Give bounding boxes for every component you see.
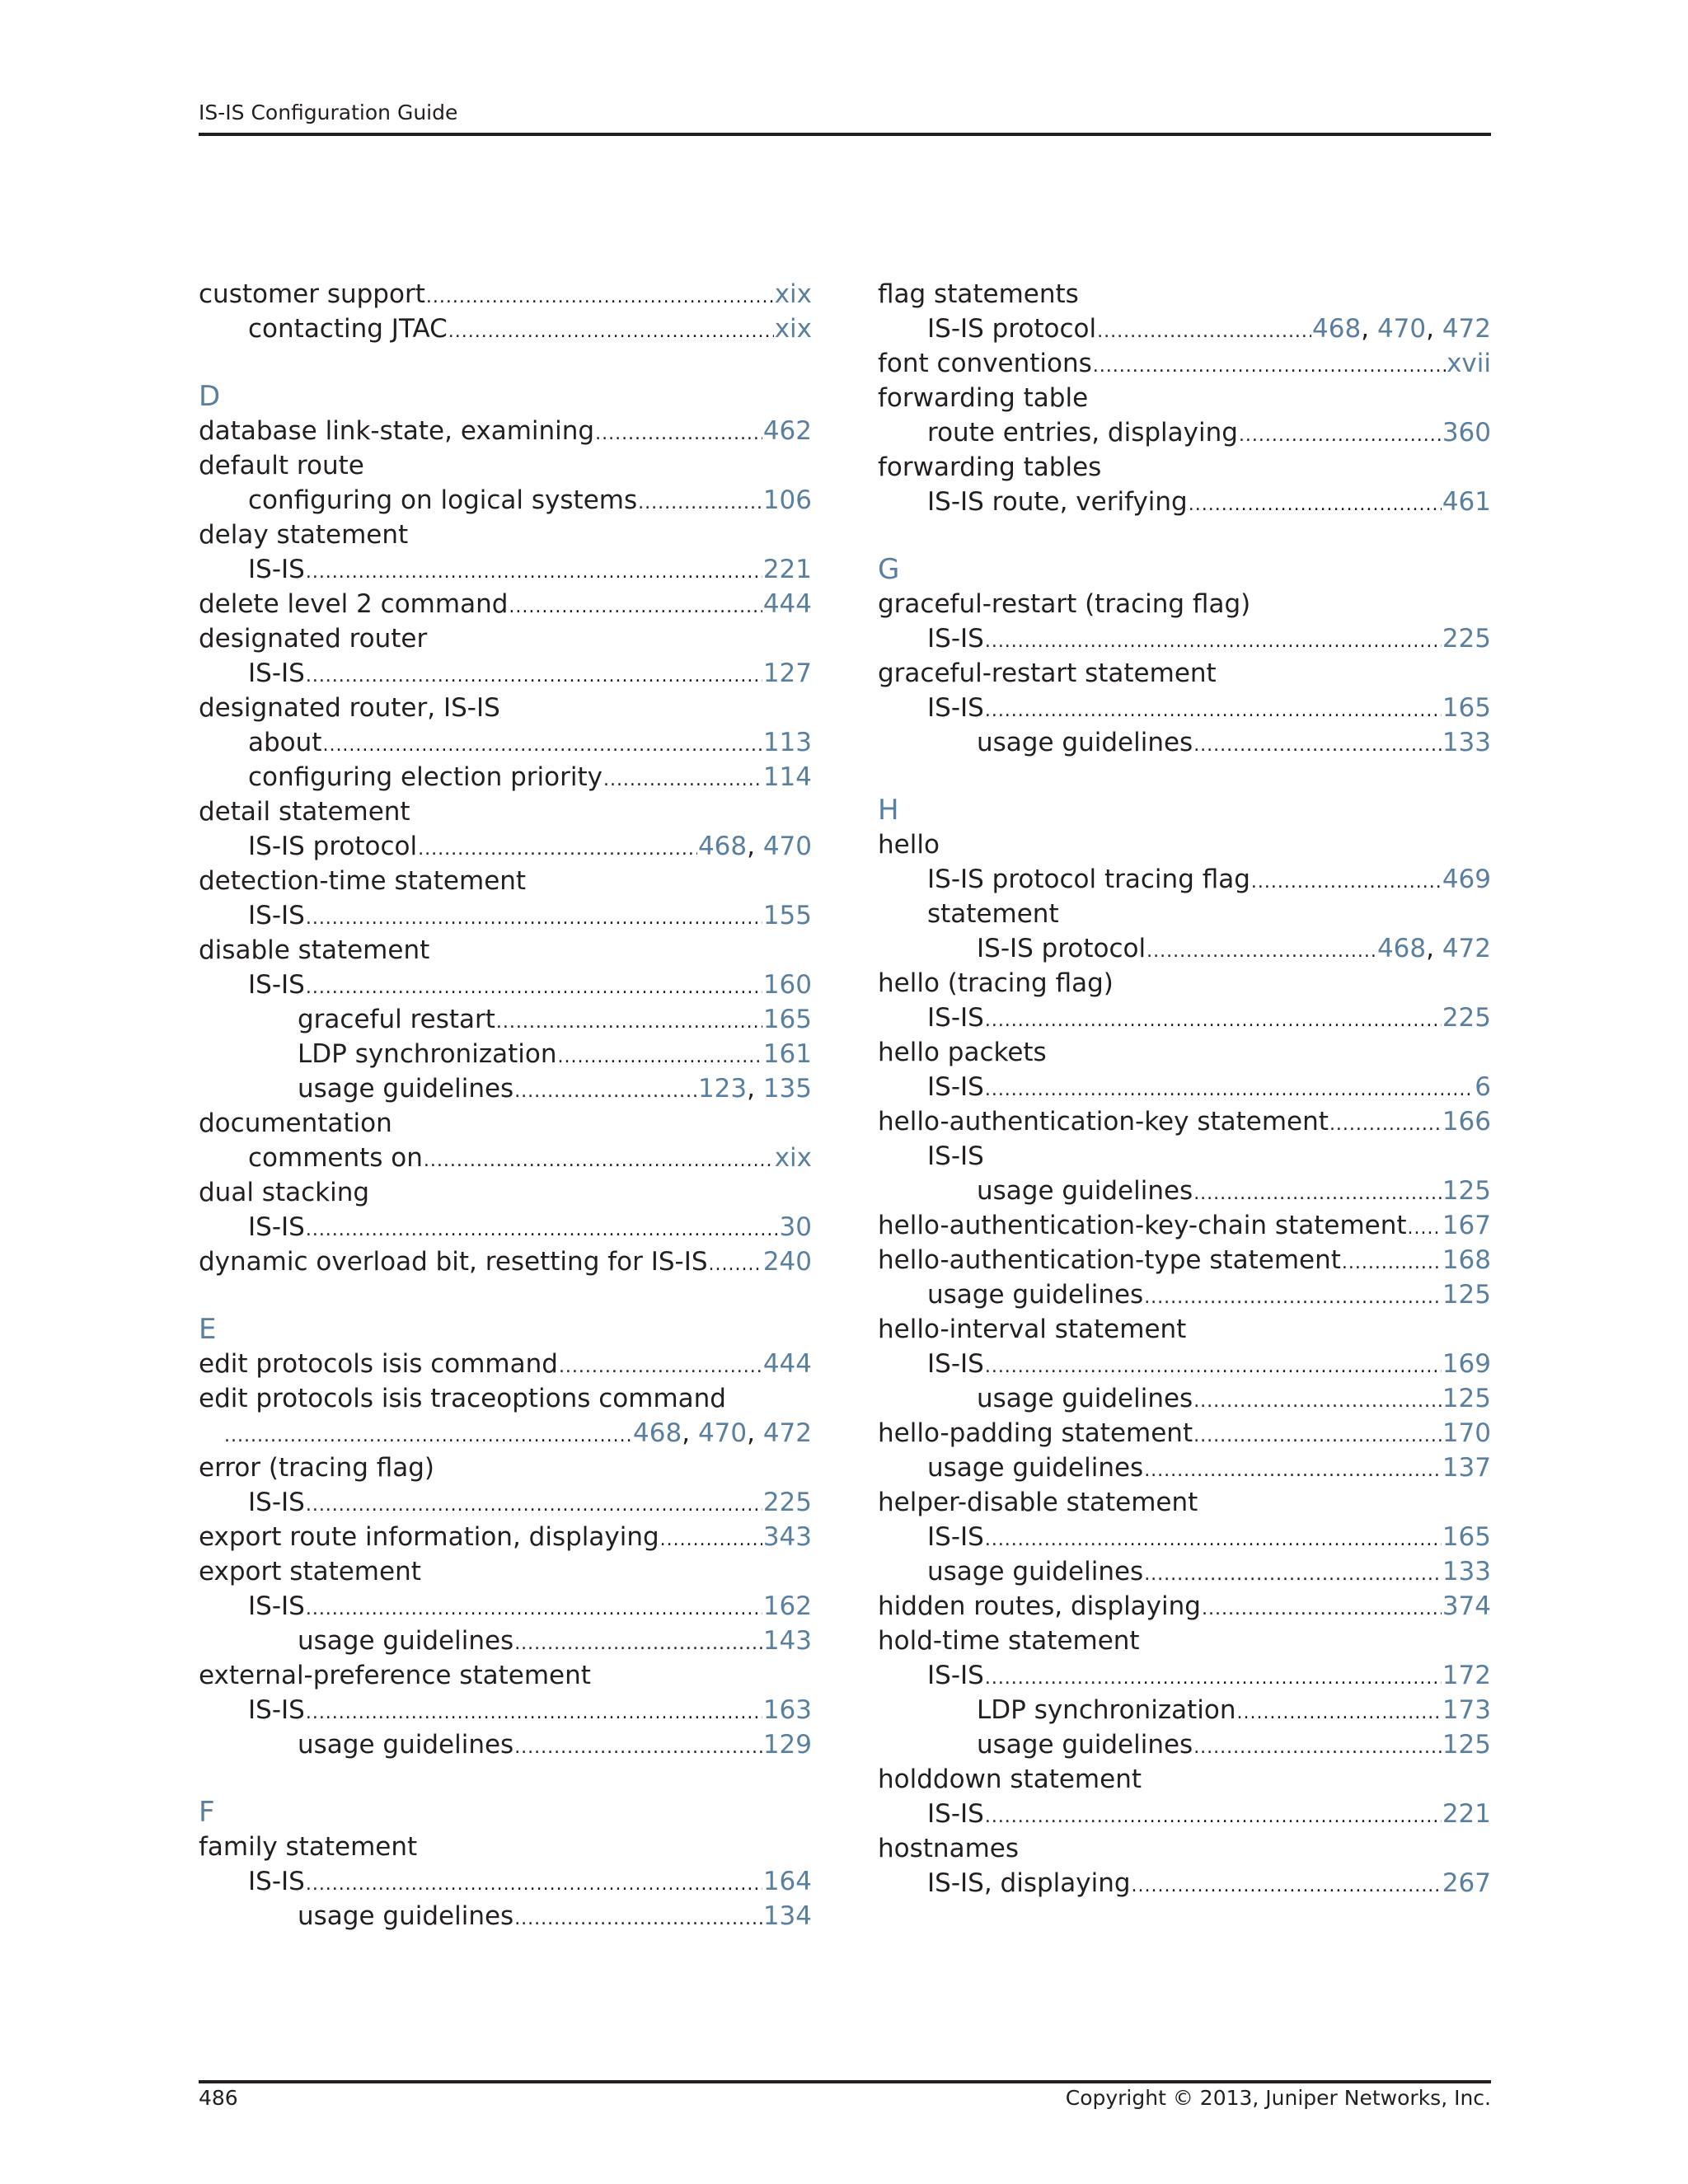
copyright-notice: Copyright © 2013, Juniper Networks, Inc. xyxy=(1065,2086,1491,2110)
dot-leader xyxy=(985,1523,1442,1558)
dot-leader xyxy=(1144,1454,1442,1488)
page-link[interactable]: 225 xyxy=(1442,1003,1491,1033)
index-subentry: statement xyxy=(927,899,1059,929)
dot-leader xyxy=(1193,1731,1442,1765)
page-links xyxy=(698,829,812,864)
entry-text: usage guidelines xyxy=(977,1384,1193,1413)
entry-text: usage guidelines xyxy=(977,1176,1193,1206)
dot-leader xyxy=(496,1005,762,1040)
page-link[interactable]: 125 xyxy=(1442,1384,1491,1413)
dot-leader xyxy=(1193,1177,1442,1212)
index-subentry xyxy=(878,1520,1491,1554)
index-entry: detail statement xyxy=(199,797,410,827)
index-entry: edit protocols isis traceoptions command xyxy=(199,1384,726,1413)
index-entry: hold-time statement xyxy=(878,1626,1140,1656)
index-subsubentry xyxy=(878,1693,1491,1727)
dot-leader xyxy=(306,1488,762,1523)
index-entry: hello (tracing flag) xyxy=(878,968,1114,998)
page-link[interactable]: 6 xyxy=(1475,1072,1491,1102)
page-link[interactable]: 143 xyxy=(762,1626,812,1656)
index-entry: export statement xyxy=(199,1557,421,1586)
dot-leader xyxy=(514,1075,697,1109)
page-link[interactable]: 129 xyxy=(762,1730,812,1760)
entry-text: usage guidelines xyxy=(927,1280,1144,1310)
entry-text: IS-IS, displaying xyxy=(927,1868,1131,1898)
footer-rule xyxy=(199,2080,1491,2083)
section-letter: F xyxy=(199,1796,215,1829)
entry-text: usage guidelines xyxy=(927,1557,1144,1586)
entry-text: IS-IS xyxy=(248,1591,305,1621)
page-link[interactable]: 165 xyxy=(762,1005,812,1034)
dot-leader xyxy=(660,1523,762,1558)
index-subentry xyxy=(199,1864,812,1899)
dot-leader xyxy=(603,763,762,798)
page-link[interactable]: 472 xyxy=(1442,934,1491,963)
index-subentry xyxy=(878,415,1491,450)
entry-text: export route information, displaying xyxy=(199,1522,659,1552)
index-subentry xyxy=(878,621,1491,656)
page-link[interactable]: 123 xyxy=(697,1074,748,1104)
entry-text: IS-IS xyxy=(927,1072,984,1102)
index-entry: hello xyxy=(878,830,940,860)
page-link[interactable]: 225 xyxy=(762,1488,812,1517)
dot-leader xyxy=(1097,315,1311,349)
dot-leader xyxy=(1251,865,1442,900)
index-entry: designated router, IS-IS xyxy=(199,693,500,723)
index-subentry xyxy=(199,760,812,794)
index-entry: error (tracing flag) xyxy=(199,1453,435,1483)
entry-text: IS-IS xyxy=(927,1522,984,1552)
index-entry: designated router xyxy=(199,624,428,654)
page-link[interactable]: 468 xyxy=(1312,314,1362,344)
dot-leader xyxy=(1093,349,1446,384)
index-subsubentry xyxy=(199,1624,812,1658)
entry-text: IS-IS xyxy=(248,901,305,930)
index-entry xyxy=(878,1416,1491,1451)
dot-leader xyxy=(1408,1212,1442,1246)
dot-leader xyxy=(985,1800,1442,1835)
page-link[interactable]: 113 xyxy=(762,728,812,757)
entry-text: IS-IS protocol xyxy=(248,832,418,861)
entry-text: usage guidelines xyxy=(298,1074,514,1104)
index-entry: dual stacking xyxy=(199,1178,370,1207)
dot-leader xyxy=(1146,935,1376,969)
page-link[interactable]: xvii xyxy=(1447,349,1491,378)
page-link[interactable]: 461 xyxy=(1442,487,1491,517)
dot-leader xyxy=(1132,1869,1442,1904)
entry-text: IS-IS xyxy=(248,1212,305,1242)
dot-leader xyxy=(1144,1558,1442,1592)
page-link[interactable]: 161 xyxy=(762,1039,812,1069)
dot-leader xyxy=(306,1213,779,1248)
entry-text: IS-IS xyxy=(248,1488,305,1517)
page-link[interactable]: 134 xyxy=(762,1901,812,1931)
dot-leader xyxy=(306,971,762,1005)
page-link[interactable]: 30 xyxy=(779,1212,812,1242)
index-subentry xyxy=(199,483,812,518)
entry-text: usage guidelines xyxy=(298,1730,514,1760)
dot-leader xyxy=(985,694,1442,729)
page-separator: , xyxy=(682,1418,698,1448)
entry-text: IS-IS xyxy=(248,555,305,584)
entry-text: configuring election priority xyxy=(248,762,603,792)
index-entry xyxy=(199,1244,812,1279)
dot-leader xyxy=(985,625,1442,659)
index-subsubentry xyxy=(199,1727,812,1762)
dot-leader xyxy=(1189,488,1442,523)
index-subentry xyxy=(878,1451,1491,1485)
dot-leader xyxy=(509,590,762,625)
index-subentry xyxy=(878,691,1491,725)
index-entry: documentation xyxy=(199,1108,392,1138)
index-subentry xyxy=(199,1141,812,1175)
dot-leader xyxy=(1202,1592,1442,1627)
index-entry xyxy=(878,1104,1491,1139)
entry-text: IS-IS xyxy=(927,693,984,723)
page-separator: , xyxy=(1426,314,1442,344)
dot-leader xyxy=(638,486,762,521)
entry-text: database link-state, examining xyxy=(199,416,595,446)
running-header: IS-IS Configuration Guide xyxy=(199,101,458,124)
index-entry: delay statement xyxy=(199,520,409,550)
page-link[interactable]: 160 xyxy=(762,970,812,1000)
section-letter: G xyxy=(878,553,900,586)
page-link[interactable]: 468 xyxy=(697,832,748,861)
dot-leader xyxy=(559,1350,762,1385)
page-link[interactable]: 462 xyxy=(762,416,812,446)
dot-leader xyxy=(1193,1385,1442,1419)
page-link[interactable]: 163 xyxy=(762,1695,812,1725)
entry-text: edit protocols isis command xyxy=(199,1349,558,1379)
index-subentry xyxy=(199,656,812,691)
page-link[interactable]: 106 xyxy=(762,485,812,515)
index-subentry xyxy=(878,312,1491,346)
entry-text: hello-padding statement xyxy=(878,1418,1193,1448)
index-subentry xyxy=(199,552,812,587)
entry-text: comments on xyxy=(248,1143,423,1173)
entry-text: IS-IS xyxy=(927,1799,984,1829)
index-subsubentry xyxy=(878,931,1491,966)
index-subentry xyxy=(878,1797,1491,1831)
page-link[interactable]: 166 xyxy=(1442,1107,1491,1137)
entry-text: IS-IS xyxy=(927,624,984,654)
index-subentry xyxy=(199,312,812,346)
dot-leader xyxy=(1342,1246,1442,1281)
index-entry xyxy=(199,277,812,312)
dot-leader xyxy=(1144,1281,1442,1315)
page-link[interactable]: 444 xyxy=(762,1349,812,1379)
index-continuation xyxy=(199,1416,812,1451)
dot-leader xyxy=(1239,419,1442,453)
entry-text: IS-IS xyxy=(248,1695,305,1725)
page-link[interactable]: 165 xyxy=(1442,1522,1491,1552)
index-entry: holddown statement xyxy=(878,1765,1142,1794)
index-subentry xyxy=(878,1866,1491,1900)
page-link[interactable]: 162 xyxy=(762,1591,812,1621)
entry-text: usage guidelines xyxy=(298,1626,514,1656)
page-link[interactable]: xix xyxy=(774,314,812,344)
page-link[interactable]: 155 xyxy=(762,901,812,930)
dot-leader xyxy=(709,1248,762,1282)
entry-text: dynamic overload bit, resetting for IS-IS xyxy=(199,1247,708,1277)
entry-text: delete level 2 command xyxy=(199,589,509,619)
index-subentry xyxy=(199,829,812,864)
page-links xyxy=(633,1416,812,1451)
page-separator: , xyxy=(747,1074,763,1104)
index-subentry xyxy=(199,725,812,760)
dot-leader xyxy=(514,1731,762,1765)
entry-text: usage guidelines xyxy=(927,1453,1144,1483)
entry-text: graceful restart xyxy=(298,1005,495,1034)
dot-leader xyxy=(426,280,774,315)
page-link[interactable]: 172 xyxy=(1442,1661,1491,1690)
index-subsubentry xyxy=(878,1174,1491,1208)
index-entry xyxy=(199,587,812,621)
entry-text: hello-authentication-key statement xyxy=(878,1107,1329,1137)
page-link[interactable]: 173 xyxy=(1442,1695,1491,1725)
dot-leader xyxy=(557,1040,762,1075)
index-subsubentry xyxy=(199,1037,812,1071)
index-subsubentry xyxy=(878,725,1491,760)
index-entry xyxy=(878,1208,1491,1243)
entry-text: hello-authentication-type statement xyxy=(878,1245,1341,1275)
page-link[interactable]: 468 xyxy=(1376,934,1427,963)
entry-text: IS-IS protocol xyxy=(977,934,1146,963)
entry-text: IS-IS route, verifying xyxy=(927,487,1188,517)
index-subentry xyxy=(199,1589,812,1624)
page-link[interactable]: xix xyxy=(774,279,812,309)
page-link[interactable]: 374 xyxy=(1442,1591,1491,1621)
page-link[interactable]: 167 xyxy=(1442,1211,1491,1240)
section-letter: D xyxy=(199,380,221,413)
dot-leader xyxy=(514,1627,762,1661)
index-entry: forwarding table xyxy=(878,383,1089,413)
index-entry xyxy=(878,1243,1491,1277)
dot-leader xyxy=(985,1661,1442,1696)
entry-text: usage guidelines xyxy=(298,1901,514,1931)
index-entry: forwarding tables xyxy=(878,452,1102,482)
entry-text: IS-IS protocol xyxy=(927,314,1097,344)
page-link[interactable]: 114 xyxy=(762,762,812,792)
entry-text: IS-IS xyxy=(927,1661,984,1690)
dot-leader xyxy=(306,659,762,694)
dot-leader xyxy=(418,832,697,867)
entry-text: about xyxy=(248,728,322,757)
page-links xyxy=(1312,312,1491,346)
dot-leader xyxy=(985,1350,1442,1385)
index-subentry xyxy=(878,1347,1491,1381)
page-link[interactable]: 221 xyxy=(762,555,812,584)
index-subentry xyxy=(199,1693,812,1727)
page-link[interactable]: 135 xyxy=(762,1074,812,1104)
page-link[interactable]: 470 xyxy=(1376,314,1427,344)
dot-leader xyxy=(514,1902,762,1937)
dot-leader xyxy=(1193,729,1442,763)
index-subentry xyxy=(199,898,812,933)
page-link[interactable]: 225 xyxy=(1442,624,1491,654)
page-link[interactable]: 469 xyxy=(1442,865,1491,894)
index-entry xyxy=(199,1347,812,1381)
dot-leader xyxy=(1329,1108,1442,1142)
index-entry: default route xyxy=(199,451,364,480)
entry-text: configuring on logical systems xyxy=(248,485,638,515)
page-link[interactable]: 125 xyxy=(1442,1730,1491,1760)
entry-text: usage guidelines xyxy=(977,1730,1193,1760)
index-column-right xyxy=(878,277,1491,1900)
index-entry: external-preference statement xyxy=(199,1661,591,1690)
entry-text: IS-IS xyxy=(248,658,305,688)
page-link[interactable]: 472 xyxy=(1442,314,1491,344)
entry-text: customer support xyxy=(199,279,425,309)
page-link[interactable]: 133 xyxy=(1442,728,1491,757)
index-entry: hello-interval statement xyxy=(878,1315,1187,1344)
dot-leader xyxy=(1236,1696,1441,1731)
page-link[interactable]: 165 xyxy=(1442,693,1491,723)
dot-leader xyxy=(306,555,762,590)
entry-text: IS-IS protocol tracing flag xyxy=(927,865,1250,894)
dot-leader xyxy=(306,1868,762,1902)
entry-text: IS-IS xyxy=(248,970,305,1000)
index-subsubentry xyxy=(199,1899,812,1933)
index-entry: hostnames xyxy=(878,1834,1019,1863)
index-subentry: IS-IS xyxy=(927,1141,984,1171)
index-subentry xyxy=(199,1210,812,1244)
index-subentry xyxy=(878,862,1491,897)
entry-text: route entries, displaying xyxy=(927,418,1238,448)
dot-leader xyxy=(424,1144,774,1179)
page-link[interactable]: 470 xyxy=(697,1418,748,1448)
page-separator: , xyxy=(1361,314,1377,344)
index-subentry xyxy=(878,1001,1491,1035)
entry-text: hidden routes, displaying xyxy=(878,1591,1201,1621)
index-subsubentry xyxy=(199,1002,812,1037)
index-subsubentry xyxy=(878,1381,1491,1416)
dot-leader xyxy=(985,1004,1442,1038)
entry-text: LDP synchronization xyxy=(298,1039,557,1069)
index-subsubentry xyxy=(878,1727,1491,1762)
dot-leader xyxy=(224,1419,632,1454)
index-subentry xyxy=(878,485,1491,519)
index-subentry xyxy=(878,1554,1491,1589)
page-link[interactable]: 133 xyxy=(1442,1557,1491,1586)
index-entry xyxy=(878,1589,1491,1624)
index-entry: hello packets xyxy=(878,1038,1047,1067)
page-link[interactable]: 127 xyxy=(762,658,812,688)
index-entry: disable statement xyxy=(199,935,430,965)
entry-text: LDP synchronization xyxy=(977,1695,1236,1725)
page-number: 486 xyxy=(199,2086,238,2110)
entry-text: contacting JTAC xyxy=(248,314,448,344)
page-link[interactable]: 470 xyxy=(762,832,812,861)
page-links xyxy=(698,1071,812,1106)
index-entry: graceful-restart statement xyxy=(878,658,1217,688)
index-entry xyxy=(878,346,1491,381)
index-subsubentry xyxy=(199,1071,812,1106)
page-link[interactable]: 169 xyxy=(1442,1349,1491,1379)
dot-leader xyxy=(306,902,762,936)
page-link[interactable]: 221 xyxy=(1442,1799,1491,1829)
index-column-left xyxy=(199,277,812,1933)
page-link[interactable]: 472 xyxy=(762,1418,812,1448)
section-letter: H xyxy=(878,794,899,827)
page-link[interactable]: 125 xyxy=(1442,1280,1491,1310)
index-entry: detection-time statement xyxy=(199,866,527,896)
index-entry: graceful-restart (tracing flag) xyxy=(878,589,1251,619)
page-links xyxy=(1377,931,1491,966)
page-separator: , xyxy=(1426,934,1442,963)
dot-leader xyxy=(595,417,762,452)
dot-leader xyxy=(1193,1419,1442,1454)
index-subentry xyxy=(878,1277,1491,1312)
section-letter: E xyxy=(199,1313,217,1346)
page-link[interactable]: xix xyxy=(774,1143,812,1173)
dot-leader xyxy=(306,1592,762,1627)
index-entry: family statement xyxy=(199,1832,418,1862)
page-link[interactable]: 170 xyxy=(1442,1418,1491,1448)
dot-leader xyxy=(985,1073,1474,1108)
page-link[interactable]: 125 xyxy=(1442,1176,1491,1206)
page-link[interactable]: 444 xyxy=(762,589,812,619)
entry-text: IS-IS xyxy=(927,1003,984,1033)
index-subentry xyxy=(199,968,812,1002)
index-entry: helper-disable statement xyxy=(878,1488,1198,1517)
index-entry: flag statements xyxy=(878,279,1079,309)
entry-text: font conventions xyxy=(878,349,1092,378)
page-link[interactable]: 360 xyxy=(1442,418,1491,448)
page-link[interactable]: 168 xyxy=(1442,1245,1491,1275)
page-link[interactable]: 468 xyxy=(633,1418,682,1448)
dot-leader xyxy=(448,315,774,349)
entry-text: usage guidelines xyxy=(977,728,1193,757)
dot-leader xyxy=(306,1696,762,1731)
page-separator: , xyxy=(747,832,763,861)
index-subentry xyxy=(878,1070,1491,1104)
dot-leader xyxy=(322,729,762,763)
page-link[interactable]: 137 xyxy=(1442,1453,1491,1483)
header-rule xyxy=(199,133,1491,136)
page-link[interactable]: 164 xyxy=(762,1867,812,1896)
entry-text: IS-IS xyxy=(927,1349,984,1379)
index-entry xyxy=(199,414,812,448)
index-subentry xyxy=(878,1658,1491,1693)
index-entry xyxy=(199,1520,812,1554)
index-subentry xyxy=(199,1485,812,1520)
entry-text: hello-authentication-key-chain statement xyxy=(878,1211,1407,1240)
page-link[interactable]: 343 xyxy=(762,1522,812,1552)
page-separator: , xyxy=(747,1418,763,1448)
page-link[interactable]: 267 xyxy=(1442,1868,1491,1898)
page-link[interactable]: 240 xyxy=(762,1247,812,1277)
entry-text: IS-IS xyxy=(248,1867,305,1896)
